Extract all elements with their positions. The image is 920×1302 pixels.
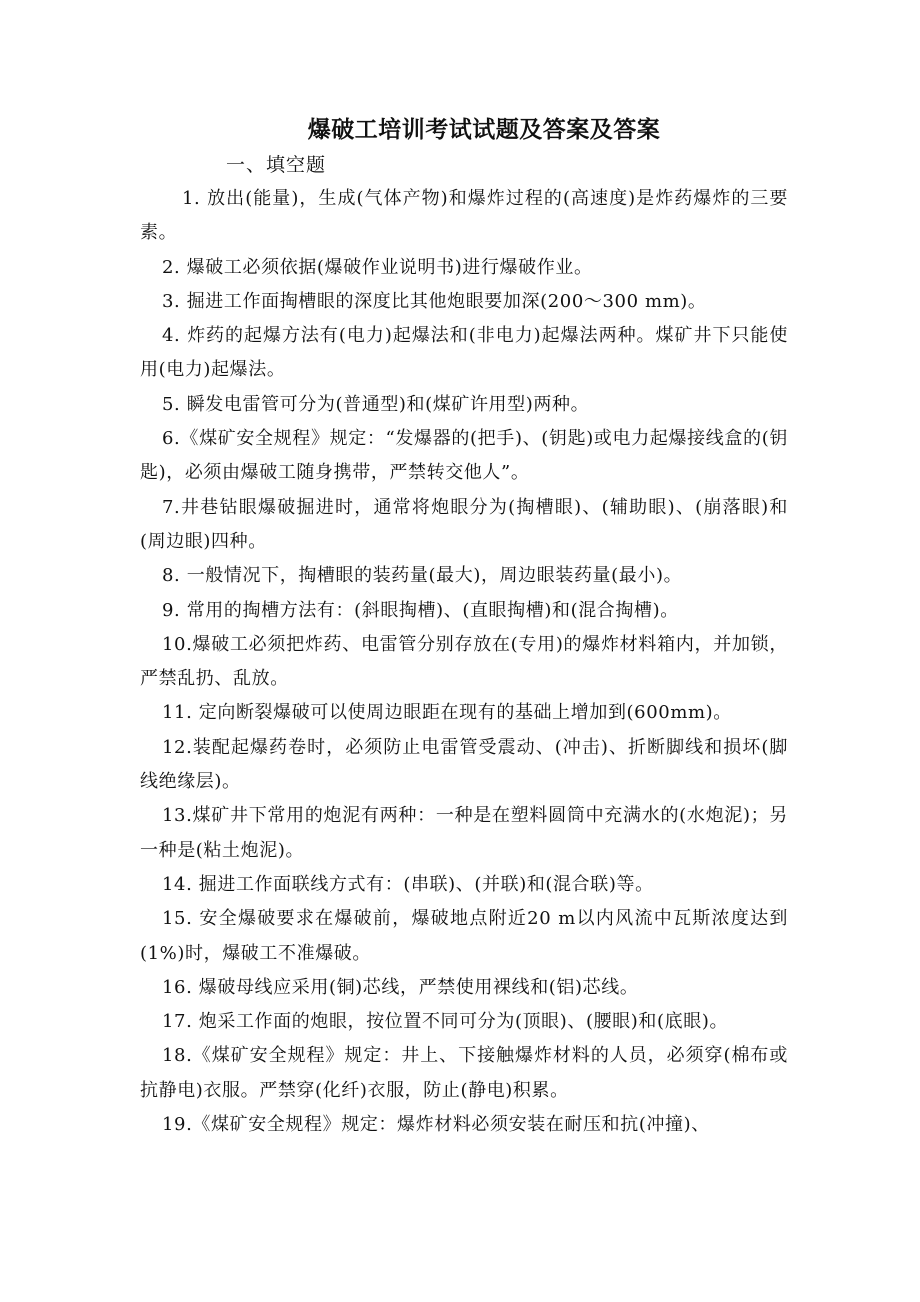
question-item-8: 8. 一般情况下，掏槽眼的装药量(最大)，周边眼装药量(最小)。 — [162, 565, 683, 587]
question-item-12: 12.装配起爆药卷时，必须防止电雷管受震动、(冲击)、折断脚线和损坏(脚线绝缘层)。 — [140, 736, 788, 793]
question-item-15: 15. 安全爆破要求在爆破前，爆破地点附近20 m以内风流中瓦斯浓度达到(1%)时，爆破工不准爆破。 — [140, 908, 788, 964]
question-item-4: 4. 炸药的起爆方法有(电力)起爆法和(非电力)起爆法两种。煤矿井下只能使用(电力)起爆法。 — [140, 325, 788, 381]
question-item-11: 11. 定向断裂爆破可以使周边眼距在现有的基础上增加到(600mm)。 — [162, 702, 732, 724]
question-item-2: 2. 爆破工必须依据(爆破作业说明书)进行爆破作业。 — [162, 256, 593, 278]
question-item-19: 19.《煤矿安全规程》规定：爆炸材料必须安装在耐压和抗(冲撞)、 — [162, 1114, 710, 1136]
question-list — [140, 182, 788, 1142]
question-item-14: 14. 掘进工作面联线方式有：(串联)、(并联)和(混合联)等。 — [162, 873, 654, 895]
question-item-1: 1. 放出(能量)，生成(气体产物)和爆炸过程的(高速度)是炸药爆炸的三要素。 — [140, 188, 788, 244]
question-item-7: 7.井巷钻眼爆破掘进时，通常将炮眼分为(掏槽眼)、(辅助眼)、(崩落眼)和(周边眼)四种。 — [140, 496, 788, 552]
question-item-17: 17. 炮采工作面的炮眼，按位置不同可分为(顶眼)、(腰眼)和(底眼)。 — [162, 1011, 729, 1033]
question-item-5: 5. 瞬发电雷管可分为(普通型)和(煤矿许用型)两种。 — [162, 393, 590, 415]
question-item-13: 13.煤矿井下常用的炮泥有两种：一种是在塑料圆筒中充满水的(水炮泥)；另一种是(粘土炮泥)。 — [140, 805, 788, 861]
section-heading: 一、填空题 — [226, 154, 327, 176]
question-item-18: 18.《煤矿安全规程》规定：井上、下接触爆炸材料的人员，必须穿(棉布或抗静电)衣服。严禁穿(化纤)衣服，防止(静电)积累。 — [140, 1045, 788, 1101]
question-item-16: 16. 爆破母线应采用(铜)芯线，严禁使用裸线和(铝)芯线。 — [162, 976, 639, 998]
question-item-6: 6.《煤矿安全规程》规定：“发爆器的(把手)、(钥匙)或电力起爆接线盒的(钥匙)，必须由爆破工随身携带，严禁转交他人”。 — [140, 428, 788, 484]
question-item-9: 9. 常用的掏槽方法有：(斜眼掏槽)、(直眼掏槽)和(混合掏槽)。 — [162, 599, 679, 621]
document-title: 爆破工培训考试试题及答案及答案 — [307, 117, 661, 143]
question-item-10: 10.爆破工必须把炸药、电雷管分别存放在(专用)的爆炸材料箱内，并加锁，严禁乱扔、乱放。 — [140, 633, 788, 690]
question-item-3: 3. 掘进工作面掏槽眼的深度比其他炮眼要加深(200～300 mm)。 — [162, 290, 707, 312]
